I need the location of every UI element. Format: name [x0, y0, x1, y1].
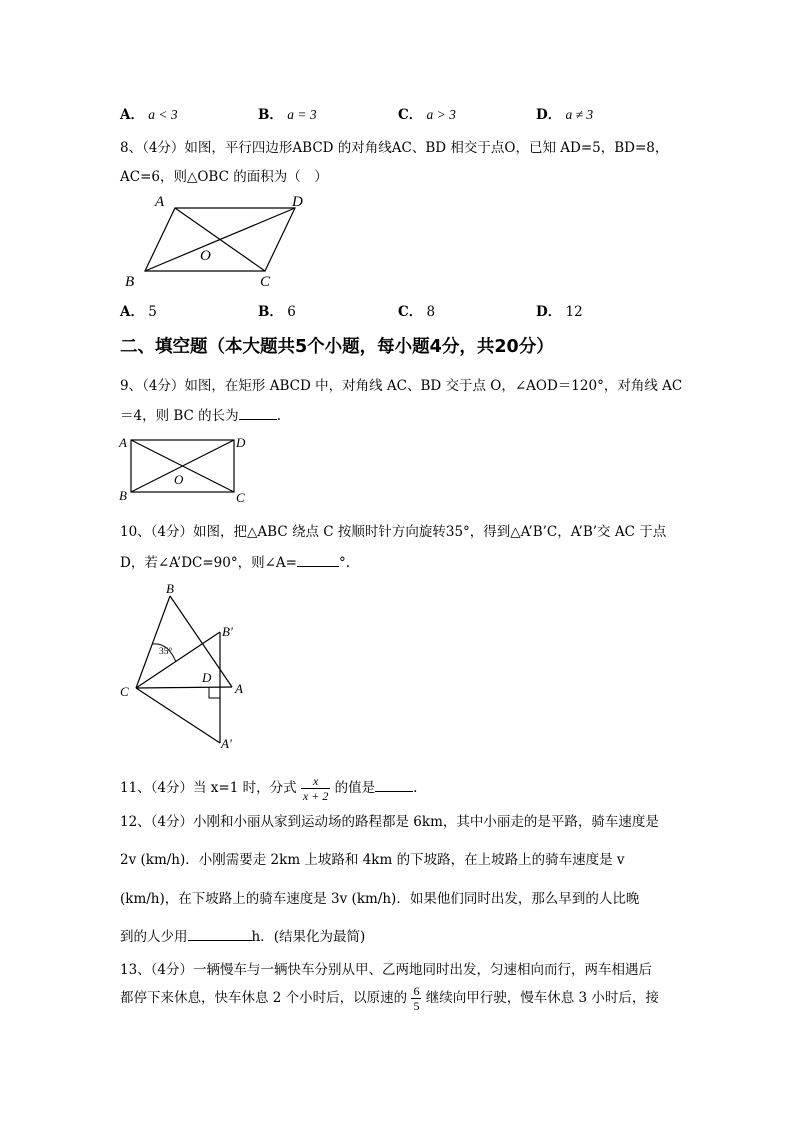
q12-line3: (km/h)，在下坡路上的骑车速度是 3v (km/h)．如果他们同时出发，那么早到的人比晚	[120, 891, 640, 907]
q8-options	[120, 300, 680, 318]
q8-label-d: D	[292, 194, 303, 210]
q10-rotation-figure	[118, 580, 258, 755]
q10-line1: 10、（4分）如图，把△ABC 绕点 C 按顺时针方向旋转35°，得到△A’B’C，A’B’交 AC 于点	[120, 524, 667, 540]
q8-option-c: C． 8	[398, 304, 436, 320]
q9-label-d: D	[236, 435, 246, 450]
q8-line1: 8、（4分）如图，平行四边形ABCD 的对角线AC、BD 相交于点O，已知 AD=5，BD=8，	[120, 140, 669, 156]
q13-fraction: $\frac{6}{5}$	[413, 984, 420, 1013]
q12-answer-blank[interactable]	[188, 928, 252, 941]
q7-options	[120, 103, 680, 121]
q8-parallelogram-figure	[120, 190, 320, 290]
q8-label-o: O	[200, 248, 211, 264]
q9-label-o: O	[174, 472, 184, 487]
q13-line2: 都停下来休息，快车休息 2 个小时后，以原速的 $\frac{6}{5}$ 继续向甲行驶，慢车休息 3 小时后，接	[120, 984, 659, 1013]
q7-option-c: C． a > 3	[398, 107, 456, 123]
q11-fraction: $\frac{x}{x + 2}$	[302, 774, 329, 803]
q10-angle-label: 35°	[159, 647, 173, 657]
q8-line2: AC=6，则△OBC 的面积为（ ）	[120, 169, 328, 185]
q9-label-c: C	[236, 490, 245, 504]
q7-option-d: D． a ≠ 3	[536, 107, 594, 123]
q9-label-b: B	[119, 488, 127, 503]
q10-label-a-prime: A′	[221, 736, 232, 751]
q10-label-a: A	[235, 681, 243, 696]
q8-label-c: C	[260, 274, 271, 290]
q8-option-d: D． 12	[536, 304, 583, 320]
q13-line1: 13、（4分）一辆慢车与一辆快车分别从甲、乙两地同时出发，匀速相向而行，两车相遇后	[120, 962, 653, 978]
q9-answer-blank[interactable]	[239, 407, 277, 420]
section2-title: 二、填空题（本大题共5个小题，每小题4分，共20分）	[120, 337, 554, 357]
q12-line4: 到的人少用 h．(结果化为最简)	[120, 929, 366, 945]
q10-line2: D，若∠A’DC=90°，则∠A= °.	[120, 555, 351, 571]
q12-line2: 2v (km/h)．小刚需要走 2km 上坡路和 4km 的下坡路，在上坡路上的骑车速度是 v	[120, 852, 625, 868]
q9-label-a: A	[119, 435, 127, 450]
q11-answer-blank[interactable]	[375, 779, 413, 792]
q10-label-c: C	[120, 684, 129, 699]
q11-line: 11、（4分）当 x=1 时，分式 $\frac{x}{x + 2}$ 的值是 .	[120, 774, 418, 803]
q10-answer-blank[interactable]	[297, 554, 339, 567]
q7-option-a: A． a < 3	[120, 107, 178, 123]
q12-line1: 12、（4分）小刚和小丽从家到运动场的路程都是 6km，其中小丽走的是平路，骑车速度是	[120, 814, 659, 830]
q9-rectangle-figure	[118, 432, 253, 504]
q10-label-b-prime: B′	[222, 624, 233, 639]
q7-option-b: B． a = 3	[258, 107, 317, 123]
q10-label-d: D	[202, 670, 212, 685]
q8-option-a: A． 5	[120, 304, 157, 320]
q8-label-a: A	[155, 194, 165, 210]
q10-label-b: B	[166, 581, 174, 596]
q9-line2: ＝4，则 BC 的长为 .	[120, 408, 281, 424]
q8-label-b: B	[125, 274, 135, 290]
q9-line1: 9、（4分）如图，在矩形 ABCD 中，对角线 AC、BD 交于点 O，∠AOD＝120°，对角线 AC	[120, 378, 683, 394]
q8-option-b: B． 6	[258, 304, 296, 320]
